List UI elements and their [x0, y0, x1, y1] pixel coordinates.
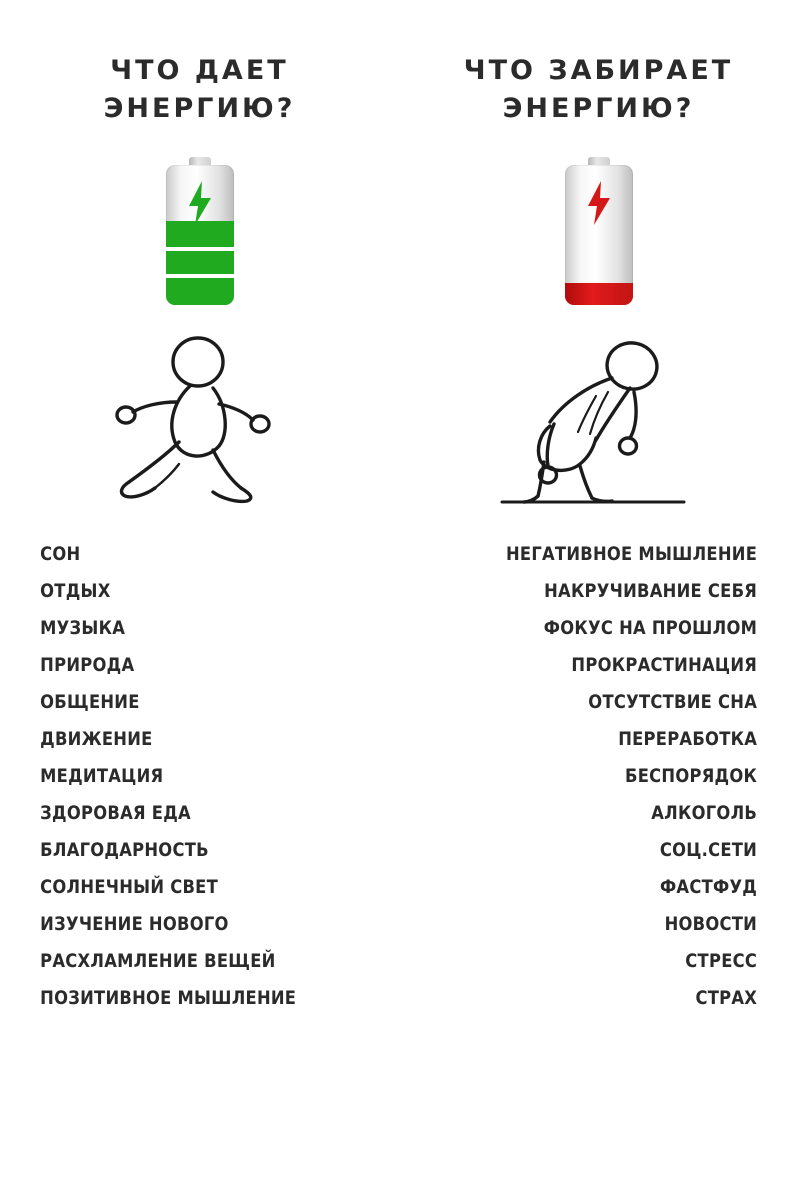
- list-item: НАКРУЧИВАНИЕ СЕБЯ: [543, 580, 757, 602]
- list-item: ИЗУЧЕНИЕ НОВОГО: [39, 913, 229, 935]
- list-item: ФОКУС НА ПРОШЛОМ: [543, 617, 757, 639]
- right-title-line-1: ЧТО ЗАБИРАЕТ: [463, 55, 734, 86]
- energy-givers-list: [35, 536, 365, 1017]
- column-energy-drainers: [399, 52, 798, 1017]
- list-item: ОБЩЕНИЕ: [39, 691, 140, 713]
- battery-fill-red: [565, 283, 633, 305]
- energy-drainers-list: [434, 536, 764, 1017]
- column-energy-givers: [0, 52, 399, 1017]
- battery-full-green-icon: [166, 157, 234, 305]
- walking-stick-figure-icon: [95, 330, 305, 530]
- list-item: МЕДИТАЦИЯ: [39, 765, 163, 787]
- list-item: ПОЗИТИВНОЕ МЫШЛЕНИЕ: [39, 987, 296, 1009]
- list-item: МУЗЫКА: [39, 617, 125, 639]
- list-item: СОН: [39, 543, 80, 565]
- battery-low-red-icon: [565, 157, 633, 305]
- battery-segment-divider: [166, 247, 234, 251]
- list-item: РАСХЛАМЛЕНИЕ ВЕЩЕЙ: [39, 950, 276, 972]
- list-item: АЛКОГОЛЬ: [650, 802, 757, 824]
- list-item: ПРИРОДА: [39, 654, 134, 676]
- list-item: ОТСУТСТВИЕ СНА: [587, 691, 757, 713]
- right-figure-wrap: [484, 326, 714, 536]
- list-item: СТРЕСС: [684, 950, 757, 972]
- right-column-title: [429, 52, 769, 136]
- list-item: БЛАГОДАРНОСТЬ: [39, 839, 209, 861]
- list-item: СОЦ.СЕТИ: [659, 839, 757, 861]
- left-title-line-2: ЭНЕРГИЮ?: [103, 93, 296, 125]
- list-item: ЗДОРОВАЯ ЕДА: [39, 802, 191, 824]
- list-item: ПРОКРАСТИНАЦИЯ: [570, 654, 757, 676]
- left-battery-wrap: [166, 136, 234, 326]
- list-item: СТРАХ: [694, 987, 757, 1009]
- list-item: ПЕРЕРАБОТКА: [617, 728, 757, 750]
- list-item: ДВИЖЕНИЕ: [39, 728, 153, 750]
- right-title-line-2: ЭНЕРГИЮ?: [502, 93, 695, 125]
- list-item: ОТДЫХ: [39, 580, 111, 602]
- left-figure-wrap: [95, 326, 305, 536]
- battery-fill-green: [166, 221, 234, 305]
- lightning-bolt-green-icon: [187, 181, 213, 225]
- list-item: НОВОСТИ: [664, 913, 757, 935]
- left-column-title: [35, 52, 365, 136]
- right-battery-wrap: [565, 136, 633, 326]
- list-item: ФАСТФУД: [659, 876, 757, 898]
- battery-segment-divider: [166, 274, 234, 278]
- slouching-tired-stick-figure-icon: [484, 330, 714, 530]
- left-title-line-1: ЧТО ДАЕТ: [110, 55, 289, 86]
- list-item: БЕСПОРЯДОК: [624, 765, 757, 787]
- lightning-bolt-red-icon: [586, 181, 612, 225]
- list-item: НЕГАТИВНОЕ МЫШЛЕНИЕ: [505, 543, 757, 565]
- list-item: СОЛНЕЧНЫЙ СВЕТ: [39, 876, 218, 898]
